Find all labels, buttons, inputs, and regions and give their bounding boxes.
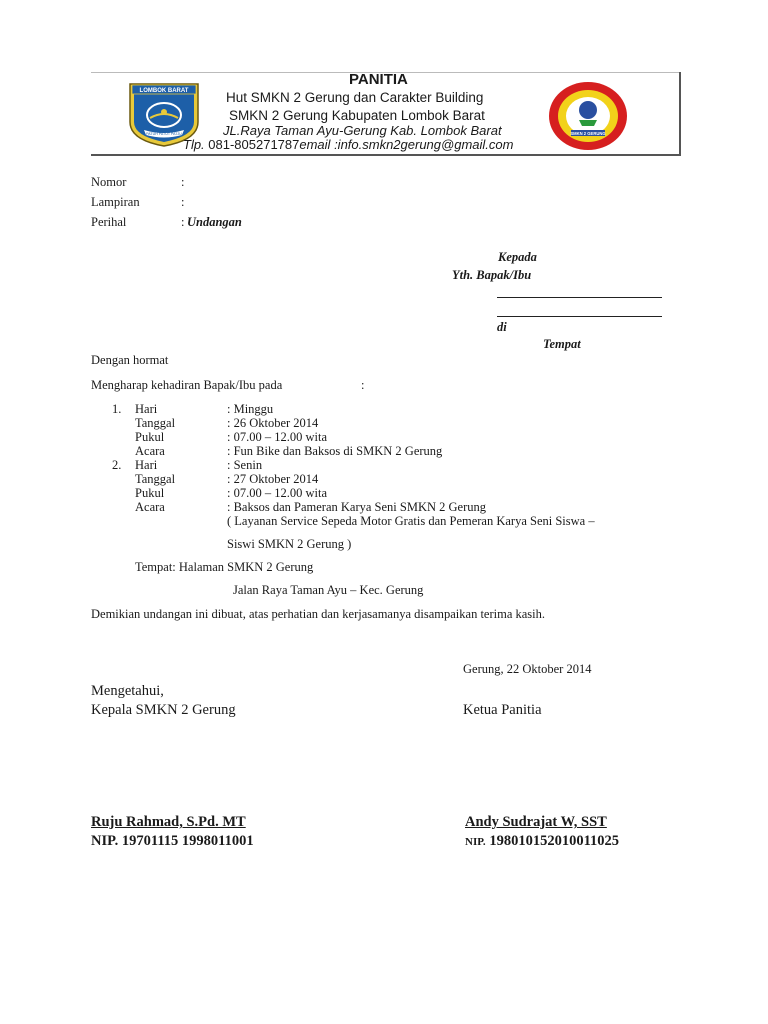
event2-tanggal-value: : 27 Oktober 2014 <box>227 472 319 486</box>
logo-motto-text: PATUH PATUT PATJU <box>146 132 182 136</box>
event2-acara-value: : Baksos dan Pameran Karya Seni SMKN 2 Gerung <box>227 500 486 514</box>
event1-tanggal-label: Tanggal <box>135 416 176 430</box>
greeting-text: Dengan hormat <box>91 353 169 367</box>
yth-text: Yth. Bapak/Ibu <box>452 268 532 282</box>
lampiran-label: Lampiran <box>91 195 140 209</box>
ketua-name: Andy Sudrajat W, SST <box>465 814 607 830</box>
lampiran-colon: : <box>181 195 185 209</box>
event2-tanggal-label: Tanggal <box>135 472 176 486</box>
logo-banner-text: LOMBOK BARAT <box>139 88 189 94</box>
event1-tanggal-value: : 26 Oktober 2014 <box>227 416 319 430</box>
tempat-line: Tempat: Halaman SMKN 2 Gerung <box>135 560 314 574</box>
place-date: Gerung, 22 Oktober 2014 <box>463 662 592 676</box>
intro-text: Mengharap kehadiran Bapak/Ibu pada <box>91 378 283 392</box>
kepala-title: Kepala SMKN 2 Gerung <box>91 702 236 718</box>
nomor-label: Nomor <box>91 175 127 189</box>
event2-acara-detail-1: ( Layanan Service Sepeda Motor Gratis dan Pemeran Karya Seni Siswa – <box>227 514 595 528</box>
letterhead-line1: Hut SMKN 2 Gerung dan Carakter Building <box>226 90 484 105</box>
ketua-title: Ketua Panitia <box>463 702 542 718</box>
perihal-label: Perihal <box>91 215 127 229</box>
ketua-nip <box>465 833 619 850</box>
letterhead-line2: SMKN 2 Gerung Kabupaten Lombok Barat <box>229 108 485 123</box>
intro-colon: : <box>361 378 365 392</box>
kepala-name: Ruju Rahmad, S.Pd. MT <box>91 814 246 830</box>
di-text: di <box>497 320 507 334</box>
nomor-colon: : <box>181 175 185 189</box>
ketua-nip-value: 198010152010011025 <box>485 833 620 849</box>
event2-hari-label: Hari <box>135 458 158 472</box>
kepada-text: Kepada <box>498 250 537 264</box>
event1-pukul-value: : 07.00 – 12.00 wita <box>227 430 327 444</box>
event1-number: 1. <box>112 402 122 416</box>
logo-school-text: SMKN 2 GERUNG <box>570 131 606 136</box>
perihal-value: Undangan <box>187 215 242 229</box>
mengetahui-text: Mengetahui, <box>91 683 164 699</box>
event2-hari-value: : Senin <box>227 458 263 472</box>
contact-email-label: email <box>299 137 331 152</box>
letterhead-title: PANITIA <box>349 71 408 88</box>
recipient-blank-line-1 <box>497 297 662 298</box>
event2-pukul-value: : 07.00 – 12.00 wita <box>227 486 327 500</box>
event1-hari-value: : Minggu <box>227 402 274 416</box>
event2-number: 2. <box>112 458 122 472</box>
event1-pukul-label: Pukul <box>135 430 165 444</box>
tempat-line-2: Jalan Raya Taman Ayu – Kec. Gerung <box>233 583 424 597</box>
ketua-nip-label: NIP. <box>465 836 486 848</box>
contact-prefix: Tlp. <box>183 137 205 152</box>
contact-email: :info.smkn2gerung@gmail.com <box>330 137 514 152</box>
event1-hari-label: Hari <box>135 402 158 416</box>
event2-acara-detail-2: Siswi SMKN 2 Gerung ) <box>227 537 352 551</box>
event1-acara-value: : Fun Bike dan Baksos di SMKN 2 Gerung <box>227 444 443 458</box>
perihal-colon: : <box>181 215 185 229</box>
contact-phone: 081-805271787 <box>204 137 300 152</box>
letterhead-address: JL.Raya Taman Ayu-Gerung Kab. Lombok Barat <box>223 123 502 138</box>
event2-acara-label: Acara <box>135 500 165 514</box>
closing-text: Demikian undangan ini dibuat, atas perhatian dan kerjasamanya disampaikan terima kasih. <box>91 607 546 621</box>
kepala-nip: NIP. 19701115 1998011001 <box>91 833 254 849</box>
letterhead-contact <box>183 137 513 152</box>
tempat-text: Tempat <box>543 337 581 351</box>
event2-pukul-label: Pukul <box>135 486 165 500</box>
recipient-blank-line-2 <box>497 316 662 317</box>
smkn2-gerung-logo-icon <box>547 80 629 152</box>
event1-acara-label: Acara <box>135 444 165 458</box>
